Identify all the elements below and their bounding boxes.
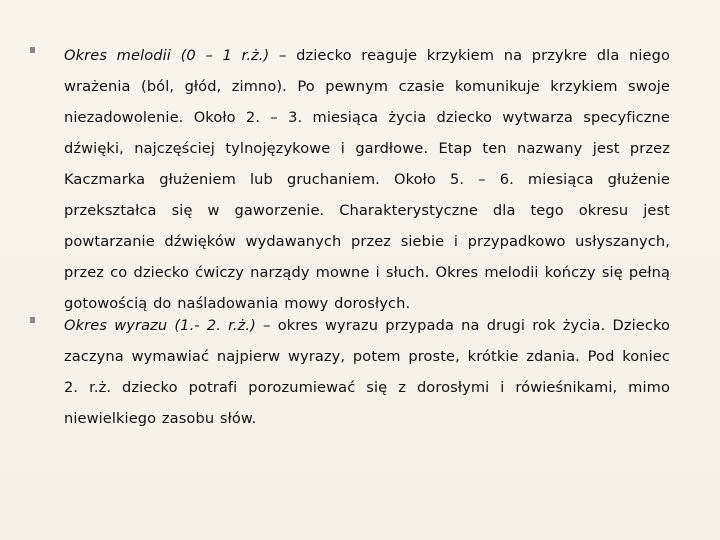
paragraph-text: – okres wyrazu przypada na drugi rok życia. Dziecko zaczyna wymawiać najpierw wyrazy, potem proste, krótkie zdania. Pod koniec 2. r.ż. dziecko potrafi porozumiewać się z dorosłymi i rówieśnikami, mimo niewielkiego zasobu słów.	[64, 317, 671, 427]
paragraph	[64, 310, 670, 434]
bullet-item-melody-period	[30, 40, 670, 319]
bullet-item-word-period	[30, 310, 670, 434]
square-bullet-icon	[30, 47, 35, 53]
square-bullet-icon	[30, 317, 35, 323]
paragraph-text: – dziecko reaguje krzykiem na przykre dla niego wrażenia (ból, głód, zimno). Po pewnym czasie komunikuje krzykiem swoje niezadowolenie. Około 2. – 3. miesiąca życia dziecko wytwarza specyficzne dźwięki, najczęściej tylnojęzykowe i gardłowe. Etap ten nazwany jest przez Kaczmarka głużeniem lub gruchaniem. Około 5. – 6. miesiąca głużenie przekształca się w gaworzenie. Charakterystyczne dla tego okresu jest powtarzanie dźwięków wydawanych przez siebie i przypadkowo usłyszanych, przez co dziecko ćwiczy narządy mowne i słuch. Okres melodii kończy się pełną gotowością do naśladowania mowy dorosłych.	[64, 47, 671, 312]
term-heading: Okres wyrazu (1.- 2. r.ż.)	[64, 317, 256, 334]
paragraph	[64, 40, 670, 319]
term-heading: Okres melodii (0 – 1 r.ż.)	[64, 47, 270, 64]
